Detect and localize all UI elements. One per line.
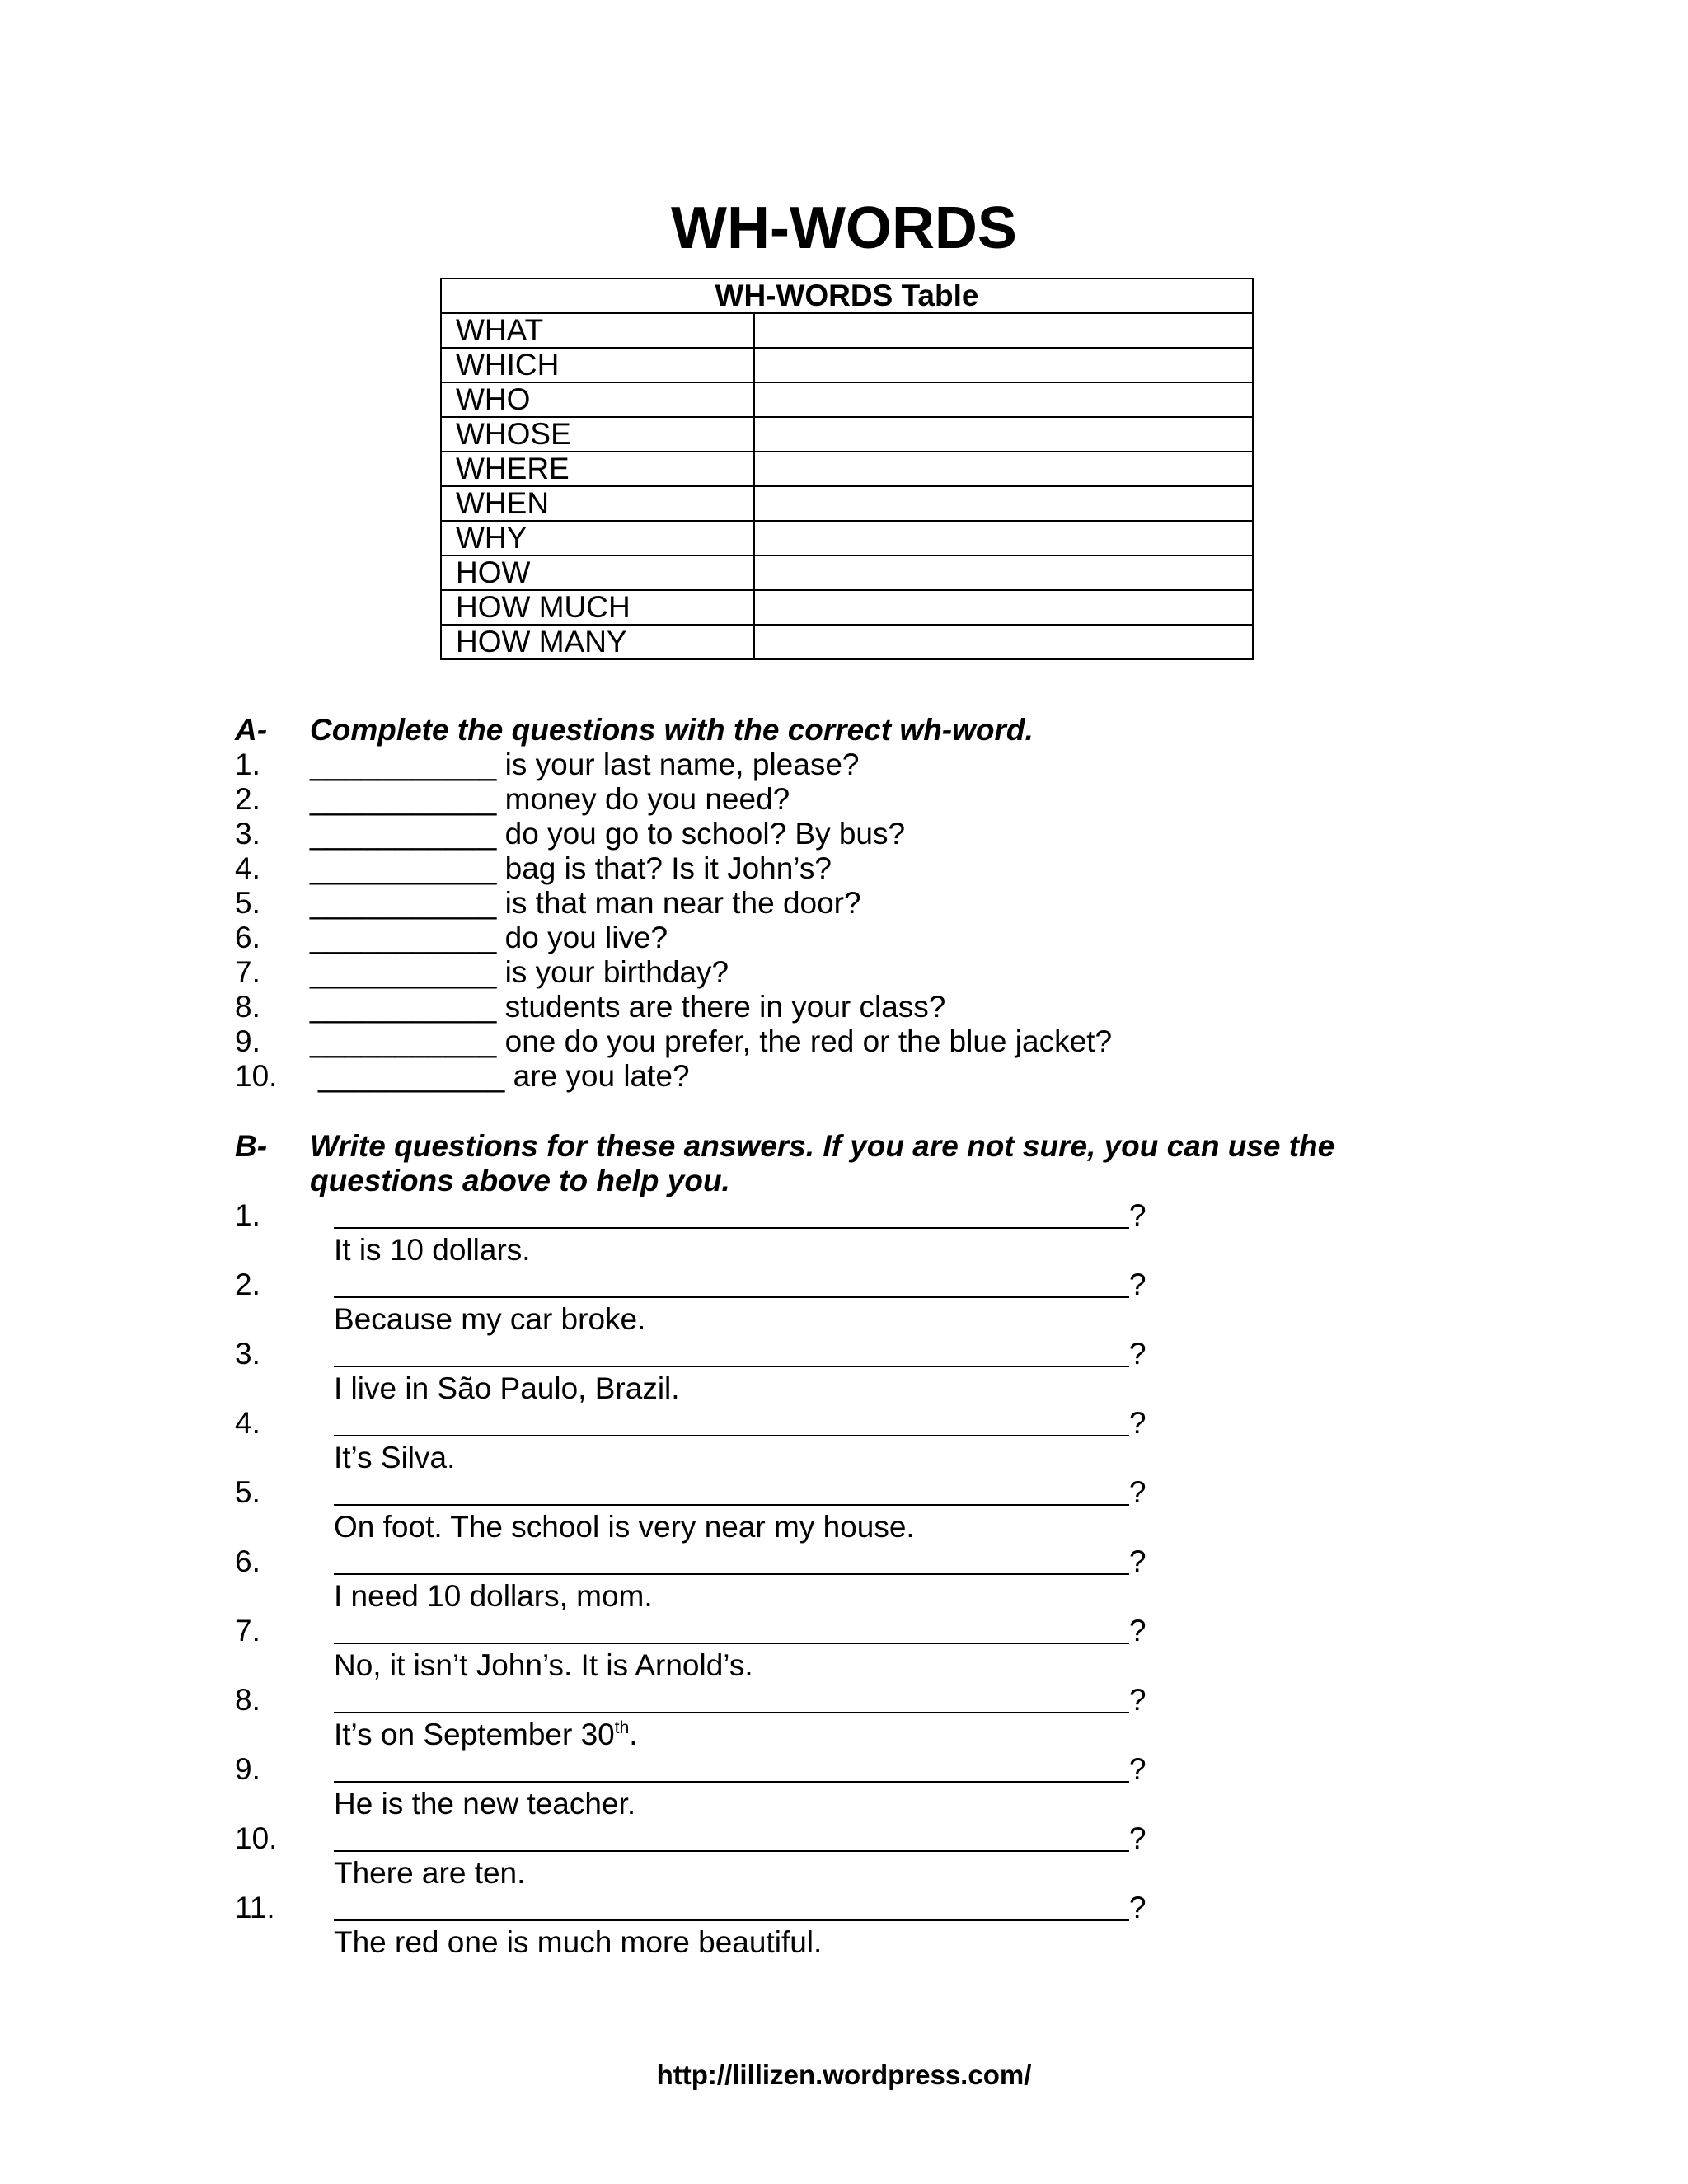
table-row [441,486,1253,521]
question-answer-line[interactable] [334,1919,1129,1921]
question-answer-line[interactable] [334,1643,1129,1644]
question-number: 4. [235,851,260,885]
question-number: 7. [235,955,260,989]
answer-blank[interactable]: ___________ [310,921,497,954]
question-line [310,747,859,783]
question-line [310,885,861,921]
meaning-cell[interactable] [754,625,1253,659]
question-mark: ? [1129,1544,1146,1578]
answer-blank[interactable]: ___________ [310,817,497,851]
wh-word-cell: WHERE [441,452,754,486]
given-answer: I need 10 dollars, mom. [334,1579,653,1613]
item-number: 8. [235,1683,260,1717]
wh-word-cell: WHAT [441,313,754,348]
question-number: 9. [235,1024,260,1058]
question-text: is your last name, please? [504,748,860,781]
table-row [441,348,1253,382]
question-answer-line[interactable] [334,1227,1129,1229]
meaning-cell[interactable] [754,417,1253,452]
item-number: 10. [235,1821,278,1855]
question-mark: ? [1129,1198,1146,1232]
question-number: 2. [235,782,260,816]
table-row [441,313,1253,348]
section-b-letter: B- [235,1129,268,1163]
wh-word-cell: WHEN [441,486,754,521]
question-text: bag is that? Is it John’s? [504,851,832,885]
question-line [310,954,729,991]
question-answer-line[interactable] [334,1712,1129,1713]
question-answer-line[interactable] [334,1435,1129,1436]
given-answer: It is 10 dollars. [334,1233,531,1267]
table-row [441,417,1253,452]
meaning-cell[interactable] [754,313,1253,348]
question-text: students are there in your class? [504,990,946,1024]
page-title: WH-WORDS [671,195,1017,261]
meaning-cell[interactable] [754,382,1253,417]
table-row [441,555,1253,590]
answer-blank[interactable]: ___________ [310,990,497,1024]
wh-word-cell: WHICH [441,348,754,382]
section-a-instruction: Complete the questions with the correct wh-word. [310,713,1034,747]
question-mark: ? [1129,1821,1146,1855]
answer-blank[interactable]: ___________ [310,748,497,781]
table-header: WH-WORDS Table [441,279,1253,313]
item-number: 1. [235,1198,260,1232]
item-number: 2. [235,1268,260,1301]
question-number: 3. [235,817,260,851]
question-answer-line[interactable] [334,1850,1129,1852]
item-number: 5. [235,1475,260,1509]
item-number: 6. [235,1544,260,1578]
question-answer-line[interactable] [334,1366,1129,1367]
section-b-instruction-cont: questions above to help you. [310,1164,730,1197]
wh-word-cell: HOW [441,555,754,590]
question-mark: ? [1129,1406,1146,1440]
question-text: do you go to school? By bus? [504,817,906,851]
given-answer: No, it isn’t John’s. It is Arnold’s. [334,1648,753,1682]
answer-blank[interactable]: ___________ [310,851,497,885]
wh-word-cell: HOW MUCH [441,590,754,625]
wh-word-cell: WHY [441,521,754,555]
section-b-instruction: Write questions for these answers. If you are not sure, you can use the [310,1129,1335,1163]
table-row [441,382,1253,417]
footer-url[interactable]: http://lillizen.wordpress.com/ [656,2060,1032,2090]
given-answer: It’s Silva. [334,1441,456,1474]
given-answer: The red one is much more beautiful. [334,1925,823,1959]
question-answer-line[interactable] [334,1296,1129,1298]
given-answer [334,1717,638,1753]
wh-words-table [440,278,1254,660]
answer-blank[interactable]: ___________ [310,1024,497,1058]
question-number: 10. [235,1059,278,1093]
wh-word-cell: HOW MANY [441,625,754,659]
question-line [318,1058,690,1094]
question-text: is that man near the door? [504,886,861,920]
question-mark: ? [1129,1891,1146,1924]
question-text: do you live? [504,921,668,954]
question-text: money do you need? [504,782,790,816]
answer-blank[interactable]: ___________ [310,886,497,920]
question-mark: ? [1129,1475,1146,1509]
wh-word-cell: WHO [441,382,754,417]
question-mark: ? [1129,1268,1146,1301]
question-mark: ? [1129,1614,1146,1647]
question-answer-line[interactable] [334,1781,1129,1783]
question-line [310,851,832,887]
table-row [441,590,1253,625]
section-a-letter: A- [235,713,268,747]
given-answer: I live in São Paulo, Brazil. [334,1371,680,1405]
answer-blank[interactable]: ___________ [310,955,497,989]
question-line [310,1024,1112,1060]
given-answer: Because my car broke. [334,1302,646,1336]
question-line [310,920,668,956]
meaning-cell[interactable] [754,348,1253,382]
question-mark: ? [1129,1683,1146,1717]
given-answer: On foot. The school is very near my house. [334,1510,915,1544]
question-line [310,989,945,1025]
question-mark: ? [1129,1752,1146,1786]
answer-blank[interactable]: ___________ [318,1059,505,1093]
given-answer: There are ten. [334,1856,526,1890]
question-number: 8. [235,990,260,1024]
question-mark: ? [1129,1337,1146,1371]
question-text: one do you prefer, the red or the blue jacket? [504,1024,1113,1058]
question-line [310,816,905,852]
question-number: 1. [235,748,260,781]
answer-end: . [629,1718,638,1751]
meaning-cell[interactable] [754,555,1253,590]
answer-text: It’s on September 30 [334,1718,615,1751]
question-line [310,781,790,818]
meaning-cell[interactable] [754,452,1253,486]
table-row [441,625,1253,659]
given-answer: He is the new teacher. [334,1787,636,1821]
item-number: 4. [235,1406,260,1440]
question-number: 6. [235,921,260,954]
question-text: are you late? [513,1059,690,1093]
ordinal-suffix: th [614,1718,630,1737]
item-number: 9. [235,1752,260,1786]
question-answer-line[interactable] [334,1573,1129,1575]
meaning-cell[interactable] [754,486,1253,521]
table-row [441,452,1253,486]
item-number: 3. [235,1337,260,1371]
meaning-cell[interactable] [754,590,1253,625]
wh-word-cell: WHOSE [441,417,754,452]
question-number: 5. [235,886,260,920]
table-row [441,521,1253,555]
answer-blank[interactable]: ___________ [310,782,497,816]
meaning-cell[interactable] [754,521,1253,555]
question-text: is your birthday? [504,955,729,989]
item-number: 11. [235,1891,275,1924]
question-answer-line[interactable] [334,1504,1129,1506]
item-number: 7. [235,1614,260,1647]
